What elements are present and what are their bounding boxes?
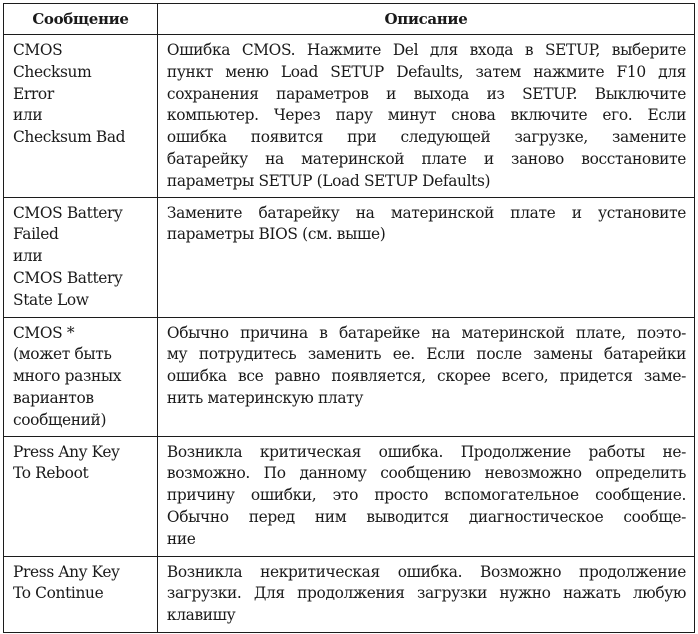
table-row (4, 556, 695, 632)
message-line: CMOS Battery (13, 203, 123, 222)
description-line: параметры BIOS (см. выше) (166, 225, 386, 244)
message-line: State Low (13, 290, 89, 309)
description-line: возможно. По данному сообщению невозможно определить (166, 464, 686, 483)
description-line: клавишу (166, 606, 236, 625)
message-line: CMOS Battery (13, 268, 123, 287)
description-line: нить материнскую плату (166, 388, 364, 407)
description-cell (157, 436, 694, 556)
description-cell (157, 317, 694, 436)
message-line: или (13, 106, 43, 125)
table-row (4, 197, 695, 317)
description-line: Обычно причина в батарейке на материнской плате, поэто- (166, 323, 686, 342)
description-line: ошибка все равно появляется, скорее всего, придется заме- (166, 367, 686, 386)
description-cell (157, 556, 694, 632)
message-cell (4, 35, 158, 198)
message-cell (4, 197, 158, 317)
message-line: вариантов (13, 388, 94, 407)
header-message: Сообщение (4, 4, 158, 35)
message-line: сообщений) (13, 410, 107, 429)
description-line: Возникла критическая ошибка. Продолжение работы не- (166, 442, 686, 461)
description-cell (157, 35, 694, 198)
description-line: Ошибка CMOS. Нажмите Del для входа в SETUP, выберите (166, 41, 686, 59)
description-line: ошибка появится при следующей загрузке, замените (166, 128, 686, 147)
bios-messages-table (3, 3, 695, 633)
description-line: причину ошибки, это просто вспомогательное сообщение. (166, 486, 686, 505)
message-line: CMOS (13, 41, 63, 59)
description-line: му потрудитесь заменить ее. Если после замены батарейки (166, 345, 686, 364)
message-line: Error (13, 84, 54, 103)
table-row (4, 317, 695, 436)
message-line: Failed (13, 225, 59, 244)
header-description: Описание (157, 4, 694, 35)
message-line: CMOS * (13, 323, 75, 342)
description-line: Обычно перед ним выводится диагностическое сообще- (166, 507, 686, 526)
header-row (4, 4, 695, 35)
message-line: Press Any Key (13, 562, 120, 581)
table-row (4, 35, 695, 198)
message-cell (4, 317, 158, 436)
message-cell (4, 556, 158, 632)
description-line: загрузки. Для продолжения загрузки нужно нажать любую (166, 584, 686, 603)
message-line: Checksum Bad (13, 128, 126, 147)
message-cell (4, 436, 158, 556)
description-line: Замените батарейку на материнской плате и установите (166, 203, 686, 222)
description-cell (157, 197, 694, 317)
message-line: или (13, 247, 43, 266)
description-line: Возникла некритическая ошибка. Возможно продолжение (166, 562, 686, 581)
description-line: ние (166, 529, 196, 548)
description-line: параметры SETUP (Load SETUP Defaults) (166, 171, 491, 190)
table-row (4, 436, 695, 556)
message-line: To Continue (13, 584, 104, 603)
description-line: пункт меню Load SETUP Defaults, затем нажмите F10 для (166, 62, 686, 81)
message-line: To Reboot (13, 464, 89, 483)
description-line: батарейку на материнской плате и заново восстановите (166, 149, 686, 168)
message-line: много разных (13, 367, 122, 386)
message-line: Checksum (13, 62, 92, 81)
description-line: сохранения параметров и выхода из SETUP. Выключите (166, 84, 686, 103)
message-line: (может быть (13, 345, 112, 364)
message-line: Press Any Key (13, 442, 120, 461)
description-line: компьютер. Через пару минут снова включите его. Если (166, 106, 686, 125)
